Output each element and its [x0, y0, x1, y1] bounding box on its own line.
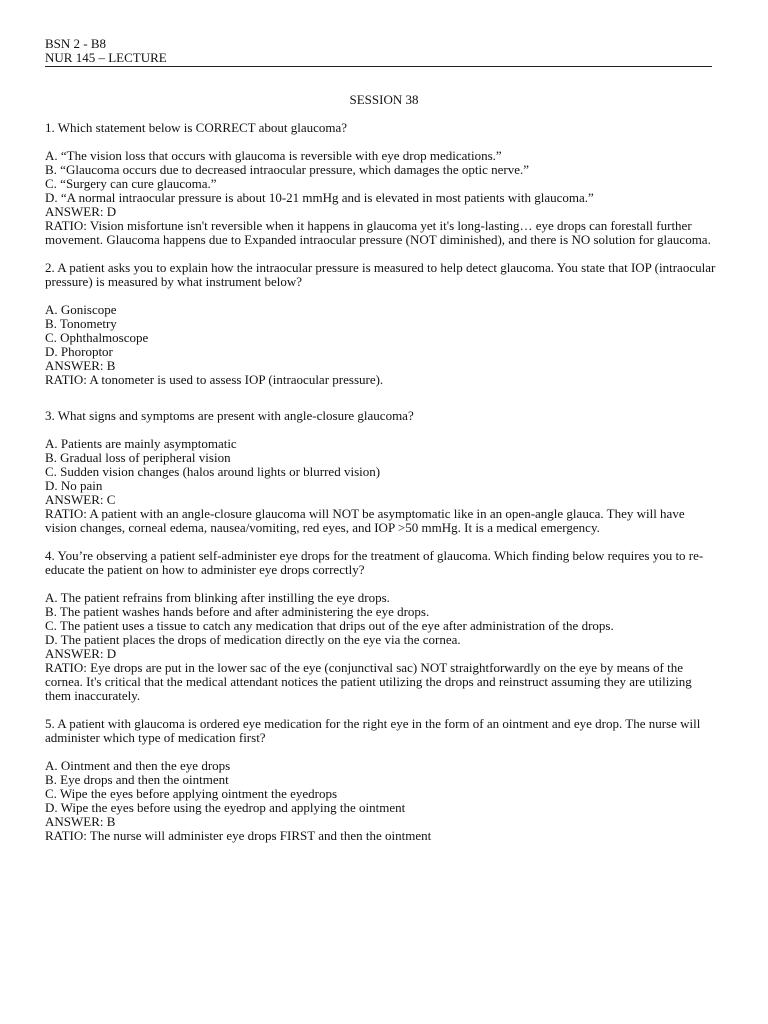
header-course-section: BSN 2 - B8 — [45, 36, 107, 51]
question-option: A. Goniscope — [45, 302, 117, 317]
question-answer: ANSWER: C — [45, 492, 116, 507]
question-item — [45, 549, 717, 703]
question-stem: 5. A patient with glaucoma is ordered eye medication for the right eye in the form of an ointment and eye drop. The nurse will administer which type of medication first? — [45, 716, 701, 745]
question-option: D. Wipe the eyes before using the eyedrop and applying the ointment — [45, 800, 406, 815]
document-header — [45, 37, 712, 67]
question-stem: 3. What signs and symptoms are present with angle-closure glaucoma? — [45, 408, 414, 423]
question-option: D. Phoroptor — [45, 344, 113, 359]
question-rationale: RATIO: The nurse will administer eye drops FIRST and then the ointment — [45, 828, 432, 843]
question-answer: ANSWER: D — [45, 646, 117, 661]
question-rationale: RATIO: Eye drops are put in the lower sac of the eye (conjunctival sac) NOT straightforwardly on the eye by means of the cornea. It's critical that the medical attendant notices the patient utilizing the drops and reinstruct assuming they are utilizing them inaccurately. — [45, 660, 692, 703]
question-stem: 4. You’re observing a patient self-administer eye drops for the treatment of glaucoma. Which finding below requires you to re-educate the patient on how to administer eye drops correctly? — [45, 548, 704, 577]
session-title: SESSION 38 — [349, 92, 419, 107]
questions-list — [45, 121, 717, 857]
question-option: C. Ophthalmoscope — [45, 330, 149, 345]
question-item — [45, 717, 717, 843]
question-option: C. “Surgery can cure glaucoma.” — [45, 176, 217, 191]
question-option: A. Ointment and then the eye drops — [45, 758, 231, 773]
question-option: C. The patient uses a tissue to catch any medication that drips out of the eye after administration of the drops. — [45, 618, 614, 633]
question-answer: ANSWER: B — [45, 814, 116, 829]
question-option: A. Patients are mainly asymptomatic — [45, 436, 237, 451]
question-item — [45, 261, 717, 387]
question-option: A. The patient refrains from blinking after instilling the eye drops. — [45, 590, 390, 605]
question-option: A. “The vision loss that occurs with glaucoma is reversible with eye drop medications.” — [45, 148, 502, 163]
question-stem: 1. Which statement below is CORRECT about glaucoma? — [45, 120, 348, 135]
question-option: C. Sudden vision changes (halos around lights or blurred vision) — [45, 464, 381, 479]
question-option: D. “A normal intraocular pressure is about 10-21 mmHg and is elevated in most patients with glaucoma.” — [45, 190, 594, 205]
question-option: B. Eye drops and then the ointment — [45, 772, 229, 787]
question-item — [45, 409, 717, 535]
question-answer: ANSWER: D — [45, 204, 117, 219]
question-rationale: RATIO: A tonometer is used to assess IOP (intraocular pressure). — [45, 372, 384, 387]
question-option: B. The patient washes hands before and after administering the eye drops. — [45, 604, 430, 619]
question-option: D. The patient places the drops of medication directly on the eye via the cornea. — [45, 632, 461, 647]
question-option: B. Gradual loss of peripheral vision — [45, 450, 231, 465]
question-rationale: RATIO: Vision misfortune isn't reversible when it happens in glaucoma yet it's long-lasting… eye drops can forestall further movement. Glaucoma happens due to Expanded intraocular pressure (NOT diminished), and there is NO solution for glaucoma. — [45, 218, 711, 247]
question-option: C. Wipe the eyes before applying ointment the eyedrops — [45, 786, 338, 801]
question-stem: 2. A patient asks you to explain how the intraocular pressure is measured to help detect glaucoma. You state that IOP (intraocular pressure) is measured by what instrument below? — [45, 260, 716, 289]
question-item — [45, 121, 717, 247]
question-answer: ANSWER: B — [45, 358, 116, 373]
question-option: B. “Glaucoma occurs due to decreased intraocular pressure, which damages the optic nerve.” — [45, 162, 530, 177]
question-option: B. Tonometry — [45, 316, 117, 331]
question-option: D. No pain — [45, 478, 103, 493]
question-rationale: RATIO: A patient with an angle-closure glaucoma will NOT be asymptomatic like in an open-angle glauca. They will have vision changes, corneal edema, nausea/vomiting, red eyes, and IOP >50 mmHg. It is a medical emergency. — [45, 506, 685, 535]
header-course-title: NUR 145 – LECTURE — [45, 50, 167, 65]
